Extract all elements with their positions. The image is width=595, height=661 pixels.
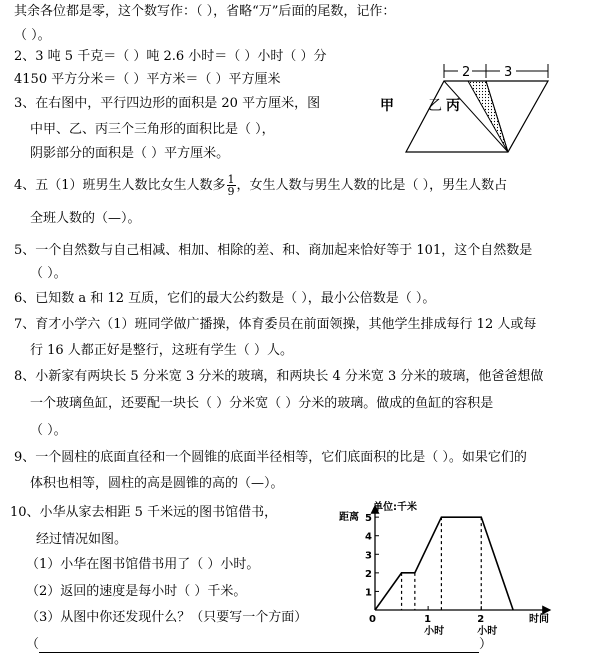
y-tick-label: 5 (365, 513, 372, 525)
label-yi: 乙 (428, 98, 442, 114)
q8-line-3: （ ）。 (30, 423, 67, 438)
q2-line-2: 4150 平方分米＝（ ）平方米＝（ ）平方厘米 (14, 72, 281, 87)
q4-text-b: ，女生人数与男生人数的比是（ ），男生人数占 (236, 178, 508, 193)
q5-line-1: 5、一个自然数与自己相减、相加、相除的差、和、商加起来恰好等于 101，这个自然数是 (14, 243, 533, 258)
parallelogram-figure (400, 60, 575, 156)
chart-unit-label: 单位:千米 (373, 502, 417, 513)
q10-sub-3: （3）从图中你还发现什么？（只要写一个方面） (26, 610, 308, 625)
q6-line: 6、已知数 a 和 12 互质，它们的最大公约数是（ ），最小公倍数是（ ）。 (14, 291, 436, 306)
q8-line-1: 8、小新家有两块长 5 分米宽 3 分米的玻璃，和两块长 4 分米宽 3 分米的玻璃，他爸爸想做 (14, 369, 544, 384)
segment-label-3: 3 (504, 65, 513, 80)
q7-line-2: 行 16 人都正好是整行，这班有学生（ ）人。 (30, 343, 293, 358)
q10-line-1: 10、小华从家去相距 5 千米远的图书馆借书， (10, 505, 278, 520)
q1-line-1: 其余各位都是零，这个数写作：（ ），省略“万”后面的尾数，记作： (14, 4, 396, 19)
q4-line-2: 全班人数的（—）。 (30, 211, 141, 226)
shaded-triangle (468, 81, 508, 152)
answer-open-paren: （ (26, 637, 40, 652)
distance-series-line (375, 517, 513, 610)
x-tick-label: 1 小时 (424, 614, 445, 637)
fraction-denominator: 9 (227, 185, 235, 198)
distance-time-chart (335, 498, 565, 658)
q1-line-2: （ ）。 (14, 28, 51, 43)
y-tick-label: 3 (365, 550, 372, 562)
y-tick-label: 2 (365, 568, 372, 580)
q3-line-1: 3、在右图中，平行四边形的面积是 20 平方厘米，图 (14, 96, 321, 111)
q5-line-2: （ ）。 (30, 266, 67, 281)
q3-line-2: 中甲、乙、丙三个三角形的面积比是（ ）， (30, 122, 275, 137)
q4-line-1 (14, 174, 507, 197)
dimension-lines (444, 64, 548, 78)
y-tick-label: 0 (369, 614, 376, 625)
y-axis-label: 距离 (339, 512, 359, 523)
q8-line-2: 一个玻璃鱼缸，还要配一块长（ ）分米宽（ ）分米的玻璃。做成的鱼缸的容积是 (30, 396, 494, 411)
q2-line-1: 2、3 吨 5 千克＝（ ）吨 2.6 小时＝（ ）小时（ ）分 (14, 49, 327, 64)
q3-line-3: 阴影部分的面积是（ ）平方厘米。 (30, 146, 230, 161)
fraction-numerator: 1 (227, 173, 235, 186)
q9-line-1: 9、一个圆柱的底面直径和一个圆锥的底面半径相等，它们底面积的比是（ ）。如果它们的 (14, 450, 527, 465)
x-tick-label: 2 小时 (477, 614, 498, 637)
answer-close-paren: ） (479, 637, 493, 652)
y-tick-label: 4 (365, 531, 372, 543)
segment-label-2: 2 (462, 65, 471, 80)
q9-line-2: 体积也相等，圆柱的高是圆锥的高的（—）。 (30, 476, 284, 491)
q10-sub-2: （2）返回的速度是每小时（ ）千米。 (26, 584, 247, 599)
fraction-one-ninth (227, 174, 236, 197)
q10-line-2: 经过情况如图。 (36, 532, 128, 547)
y-tick-label: 1 (365, 587, 372, 599)
x-axis-label: 时间 (529, 614, 549, 625)
q10-sub-1: （1）小华在图书馆借书用了（ ）小时。 (26, 557, 260, 572)
q4-text-a: 4、五（1）班男生人数比女生人数多 (14, 178, 226, 193)
q7-line-1: 7、育才小学六（1）班同学做广播操，体育委员在前面领操，其他学生排成每行 12 人或每 (14, 317, 537, 332)
label-bing: 丙 (446, 98, 460, 114)
label-jia: 甲 (380, 98, 394, 114)
